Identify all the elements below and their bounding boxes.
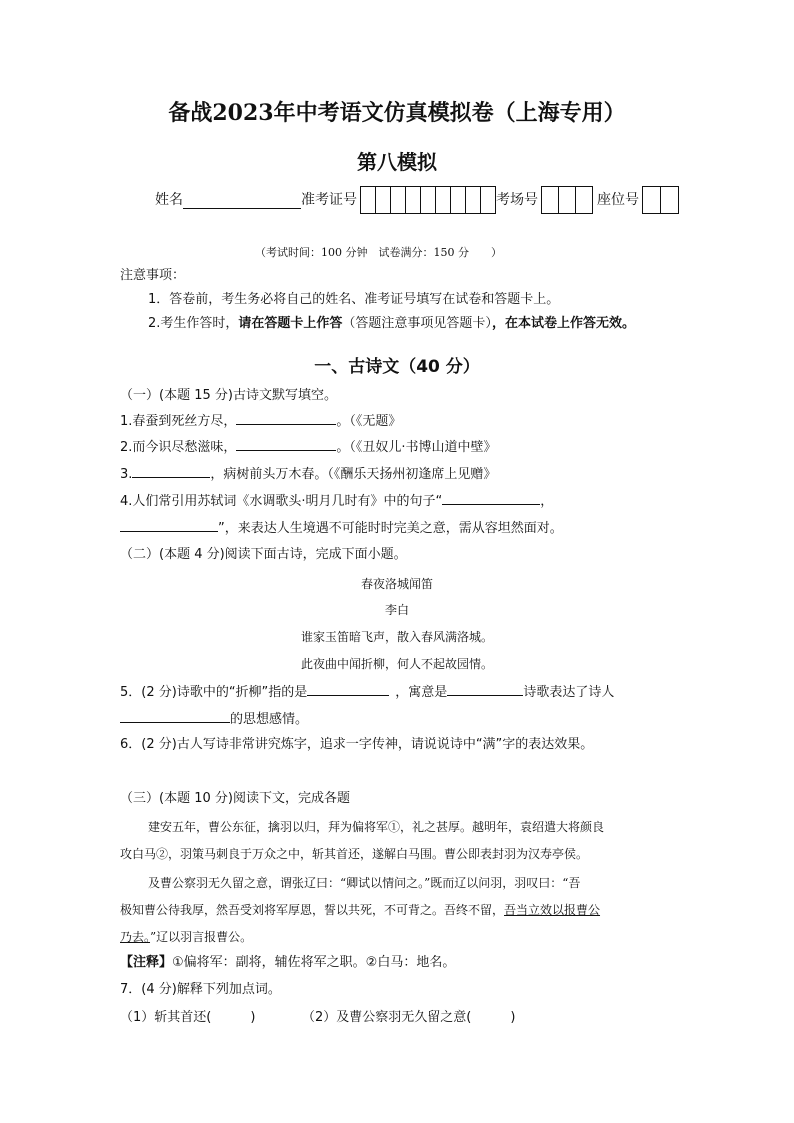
poem-line-2: 此夜曲中闻折柳，何人不起故园情。 bbox=[300, 657, 493, 671]
question-5-tail: 的思想感情。 bbox=[230, 712, 309, 727]
question-5-end: 诗歌表达了诗人 bbox=[523, 685, 615, 700]
question-4-tail: ”，来表达人生境遇不可能时时完美之意，需从容坦然面对。 bbox=[218, 521, 563, 536]
poem-line-1: 谁家玉笛暗飞声，散入春风满洛城。 bbox=[300, 630, 493, 644]
passage-p2-line-1: 及曹公察羽无久留之意，谓张辽曰：“卿试以情问之。”既而辽以问羽，羽叹曰：“吾 bbox=[148, 876, 581, 890]
question-5-blank-2[interactable] bbox=[447, 683, 523, 696]
question-1-source: 。（《无题》 bbox=[336, 414, 402, 429]
question-6: 6．(2 分)古人写诗非常讲究炼字，追求一字传神，请说说诗中“满”字的表达效果。 bbox=[120, 737, 594, 752]
exam-room-boxes[interactable] bbox=[542, 186, 593, 214]
question-2-blank[interactable] bbox=[236, 438, 336, 451]
question-1-blank[interactable] bbox=[236, 412, 336, 425]
question-7-item-1: （1）斩其首还( ) bbox=[120, 1010, 256, 1025]
exam-room-label: 考场号 bbox=[496, 192, 538, 208]
passage-p2-line-3 bbox=[120, 928, 252, 945]
question-3-number: 3. bbox=[120, 467, 133, 482]
name-field[interactable] bbox=[183, 192, 301, 209]
note-2-part-c: （答题注意事项见答题卡） bbox=[342, 316, 492, 331]
question-5-continued bbox=[120, 710, 308, 728]
poem-title: 春夜洛城闻笛 bbox=[360, 577, 433, 591]
poem-author: 李白 bbox=[384, 603, 409, 617]
exam-time: （考试时间：100 分钟 试卷满分：150 分 ） bbox=[255, 246, 502, 259]
question-5-prompt: 5．(2 分)诗歌中的“折柳”指的是 bbox=[120, 685, 308, 700]
question-5 bbox=[120, 683, 614, 701]
question-5-mid: ，寓意是 bbox=[395, 685, 448, 700]
part-1-heading: （一）(本题 15 分)古诗文默写填空。 bbox=[120, 388, 337, 403]
passage-p1-line-1: 建安五年，曹公东征，擒羽以归，拜为偏将军①，礼之甚厚。越明年，袁绍遣大将颜良 bbox=[148, 820, 605, 834]
exam-number-label: 准考证号 bbox=[301, 192, 357, 208]
page-subtitle: 第八模拟 bbox=[357, 150, 437, 174]
seat-label: 座位号 bbox=[597, 192, 639, 208]
question-3 bbox=[120, 465, 496, 483]
question-2-source: 。（《丑奴儿·书博山道中壁》 bbox=[336, 440, 497, 455]
annotation bbox=[120, 955, 455, 971]
question-2-prompt: 2.而今识尽愁滋味， bbox=[120, 440, 237, 455]
passage-p2-line-3-text: ”辽以羽言报曹公。 bbox=[150, 930, 253, 944]
name-label: 姓名 bbox=[155, 192, 183, 208]
passage-underlined-sentence: 吾当立效以报曹公 bbox=[504, 903, 601, 917]
passage-p1-line-2: 攻白马②，羽策马刺良于万众之中，斩其首还，遂解白马围。曹公即表封羽为汉寿亭侯。 bbox=[120, 847, 589, 861]
question-1 bbox=[120, 412, 401, 430]
note-2-part-a: 2.考生作答时， bbox=[148, 316, 239, 331]
question-5-blank-1[interactable] bbox=[307, 683, 389, 696]
question-2 bbox=[120, 438, 497, 456]
question-7: 7．(4 分)解释下列加点词。 bbox=[120, 982, 281, 997]
exam-number-boxes[interactable] bbox=[361, 186, 496, 214]
note-2 bbox=[148, 316, 635, 332]
candidate-info-row bbox=[155, 186, 679, 214]
page-title: 备战2023年中考语文仿真模拟卷（上海专用） bbox=[168, 100, 626, 126]
section-1-title: 一、古诗文（40 分） bbox=[314, 357, 480, 377]
annotation-text: ①偏将军：副将，辅佐将军之职。②白马：地名。 bbox=[172, 955, 456, 970]
question-7-item-2: （2）及曹公察羽无久留之意( ) bbox=[302, 1010, 516, 1025]
note-2-part-d: ，在本试卷上作答无效。 bbox=[491, 316, 635, 331]
note-2-part-b: 请在答题卡上作答 bbox=[238, 316, 343, 331]
seat-boxes[interactable] bbox=[643, 186, 679, 214]
question-4-prompt: 4.人们常引用苏轼词《水调歌头·明月几时有》中的句子“ bbox=[120, 494, 443, 509]
passage-p2-line-2 bbox=[120, 901, 600, 918]
part-2-heading: （二）(本题 4 分)阅读下面古诗，完成下面小题。 bbox=[120, 547, 407, 562]
part-3-heading: （三）(本题 10 分)阅读下文，完成各题 bbox=[120, 791, 350, 806]
question-5-blank-3[interactable] bbox=[120, 710, 230, 723]
question-4 bbox=[120, 492, 553, 510]
question-3-text: ，病树前头万木春。（《酬乐天扬州初逢席上见赠》 bbox=[210, 467, 497, 482]
notes-heading: 注意事项： bbox=[120, 268, 186, 283]
passage-underlined-end: 乃去。 bbox=[120, 930, 151, 944]
question-1-prompt: 1.春蚕到死丝方尽， bbox=[120, 414, 237, 429]
annotation-label: 【注释】 bbox=[120, 955, 173, 970]
question-3-blank[interactable] bbox=[132, 465, 210, 478]
question-4-continued bbox=[120, 519, 563, 537]
question-4-blank-2[interactable] bbox=[120, 519, 218, 532]
note-1: 1．答卷前，考生务必将自己的姓名、准考证号填写在试卷和答题卡上。 bbox=[148, 292, 560, 307]
question-4-comma: ， bbox=[540, 494, 554, 509]
passage-p2-line-2-text: 极知曹公待我厚，然吾受刘将军厚恩，誓以共死，不可背之。吾终不留， bbox=[120, 903, 505, 917]
question-4-blank-1[interactable] bbox=[442, 492, 540, 505]
